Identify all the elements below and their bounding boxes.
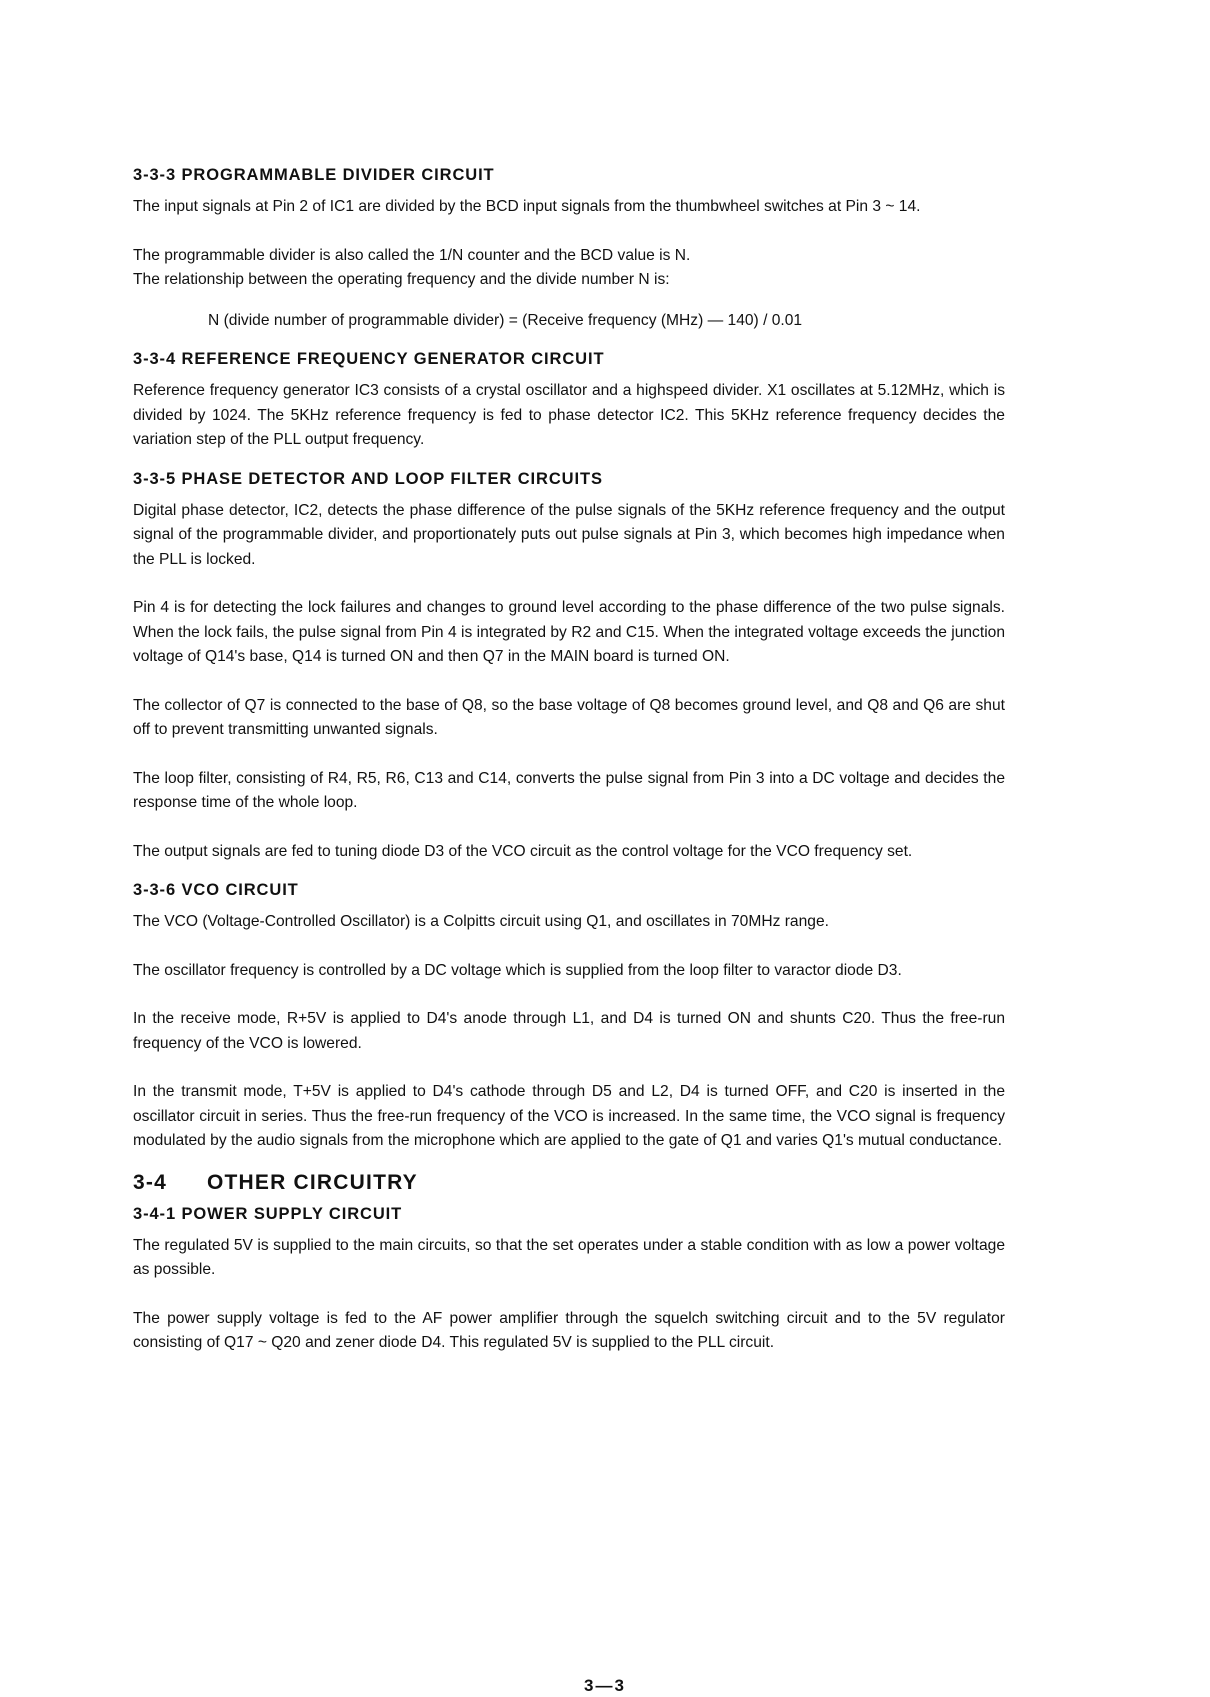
- paragraph: The output signals are fed to tuning diode D3 of the VCO circuit as the control voltage for the VCO frequency set.: [133, 842, 913, 860]
- paragraph: The regulated 5V is supplied to the main circuits, so that the set operates under a stable condition with as low a power voltage as possible.: [133, 1236, 1005, 1278]
- paragraph: The relationship between the operating frequency and the divide number N is:: [133, 271, 670, 288]
- paragraph: Reference frequency generator IC3 consists of a crystal oscillator and a highspeed divider. X1 oscillates at 5.12MHz, which is divided by 1024. The 5KHz reference frequency is fed to phase detector IC2. This 5KHz reference frequency decides the variation step of the PLL output frequency.: [133, 382, 1005, 448]
- heading-vco-circuit: 3-3-6 VCO CIRCUIT: [133, 881, 299, 899]
- paragraph: The power supply voltage is fed to the AF power amplifier through the squelch switching circuit and to the 5V regulator consisting of Q17 ~ Q20 and zener diode D4. This regulated 5V is supplied to the PLL circuit.: [133, 1309, 1005, 1351]
- heading-programmable-divider: 3-3-3 PROGRAMMABLE DIVIDER CIRCUIT: [133, 166, 495, 184]
- heading-phase-detector: 3-3-5 PHASE DETECTOR AND LOOP FILTER CIRCUITS: [133, 469, 603, 488]
- paragraph: The programmable divider is also called the 1/N counter and the BCD value is N.: [133, 246, 691, 264]
- paragraph: In the receive mode, R+5V is applied to D4's anode through L1, and D4 is turned ON and shunts C20. Thus the free-run frequency of the VCO is lowered.: [133, 1010, 1005, 1052]
- heading-reference-frequency: 3-3-4 REFERENCE FREQUENCY GENERATOR CIRCUIT: [133, 350, 605, 368]
- paragraph: The collector of Q7 is connected to the base of Q8, so the base voltage of Q8 becomes ground level, and Q8 and Q6 are shut off to prevent transmitting unwanted signals.: [133, 696, 1005, 738]
- page-number: 3—3: [584, 1676, 626, 1695]
- section-number: 3-4: [133, 1170, 167, 1194]
- paragraph: Digital phase detector, IC2, detects the phase difference of the pulse signals of the 5KHz reference frequency and the output signal of the programmable divider, and proportionately puts out pulse signals at Pin 3, which becomes high impedance when the PLL is locked.: [133, 501, 1005, 568]
- heading-other-circuitry: [133, 1170, 1005, 1196]
- heading-power-supply: 3-4-1 POWER SUPPLY CIRCUIT: [133, 1204, 403, 1223]
- section-title: OTHER CIRCUITRY: [207, 1170, 418, 1194]
- page-content: [133, 165, 1005, 1356]
- paragraph: The VCO (Voltage-Controlled Oscillator) is a Colpitts circuit using Q1, and oscillates in 70MHz range.: [133, 913, 829, 930]
- paragraph: The loop filter, consisting of R4, R5, R6, C13 and C14, converts the pulse signal from Pin 3 into a DC voltage and decides the response time of the whole loop.: [133, 769, 1005, 811]
- paragraph: In the transmit mode, T+5V is applied to D4's cathode through D5 and L2, D4 is turned OFF, and C20 is inserted in the oscillator circuit in series. Thus the free-run frequency of the VCO is increased. In the same time, the VCO signal is frequency modulated by the audio signals from the microphone which are applied to the gate of Q1 and varies Q1's mutual conductance.: [133, 1083, 1005, 1149]
- paragraph: The input signals at Pin 2 of IC1 are divided by the BCD input signals from the thumbwheel switches at Pin 3 ~ 14.: [133, 198, 921, 215]
- divide-number-formula: N (divide number of programmable divider) = (Receive frequency (MHz) — 140) / 0.01: [208, 311, 803, 329]
- paragraph: Pin 4 is for detecting the lock failures and changes to ground level according to the phase difference of the two pulse signals. When the lock fails, the pulse signal from Pin 4 is integrated by R2 and C15. When the integrated voltage exceeds the junction voltage of Q14's base, Q14 is turned ON and then Q7 in the MAIN board is turned ON.: [133, 599, 1005, 665]
- paragraph: The oscillator frequency is controlled by a DC voltage which is supplied from the loop filter to varactor diode D3.: [133, 961, 902, 979]
